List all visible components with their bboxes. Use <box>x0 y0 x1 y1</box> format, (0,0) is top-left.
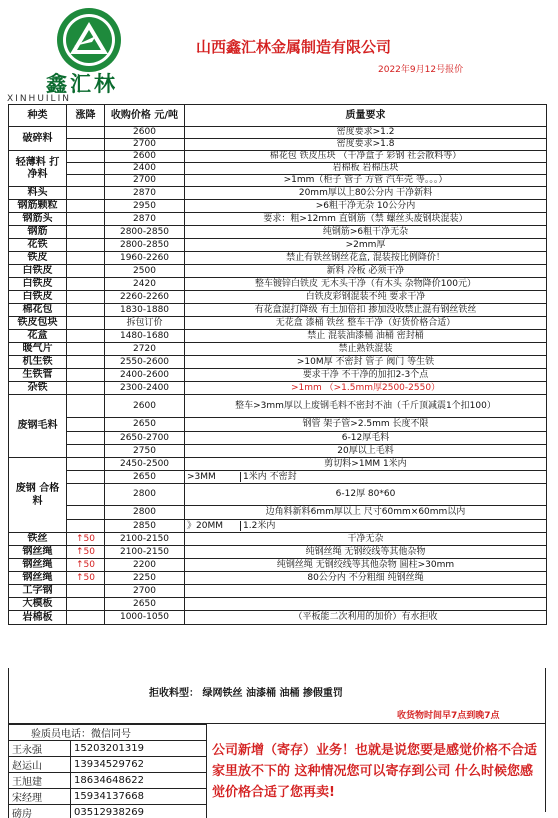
table-row <box>9 559 547 572</box>
contact-phone[interactable]: 15203201319 <box>71 741 207 757</box>
price-cell: 2750 <box>105 445 185 458</box>
requirement-cell: 棉花包 铁皮压块 （干净盒子 彩钢 社会散料等） <box>185 151 547 163</box>
table-row <box>9 533 547 546</box>
contact-title: 验质员电话：微信同号 <box>9 725 207 741</box>
price-cell: 1830-1880 <box>105 304 185 317</box>
contact-name: 宋经理 <box>9 789 71 805</box>
requirement-cell: （平板能二次利用的加价）有水拒收 <box>185 611 547 625</box>
requirement-cell: 6-12厚 80*60 <box>185 484 547 506</box>
quote-date: 2022年9月12号报价 <box>378 65 464 75</box>
requirement-part: 》20MM <box>185 521 241 532</box>
rise-badge: ↑50 <box>67 559 105 572</box>
price-cell: 2250 <box>105 572 185 585</box>
receiving-hours: 收货物时间早7点到晚7点 <box>397 711 500 721</box>
price-cell: 2100-2150 <box>105 546 185 559</box>
price-cell: 2700 <box>105 585 185 598</box>
requirement-cell: 禁止有铁丝钢丝花盒, 混装按比例降价！ <box>185 252 547 265</box>
item-name: 棉花包 <box>9 304 67 317</box>
price-cell: 2400 <box>105 163 185 175</box>
requirement-cell: 20mm厚以上80公分内 干净新料 <box>185 187 547 200</box>
requirement-cell: 有花盒混打降级 有土加倍扣 掺加没收禁止混有钢丝铁丝 <box>185 304 547 317</box>
requirement-cell: 要求：粗>12mm 直钢筋（禁 螺丝头废钢块混装） <box>185 213 547 226</box>
requirement-part: >3MM <box>185 472 241 483</box>
requirement-cell <box>185 598 547 611</box>
requirement-part: 1.2米内 <box>243 520 276 531</box>
item-name: 白铁皮 <box>9 278 67 291</box>
requirement-cell: 钢管 架子管>2.5mm 长度不限 <box>185 418 547 432</box>
requirement-cell: 剪切料>1MM 1米内 <box>185 458 547 471</box>
rise-badge: ↑50 <box>67 572 105 585</box>
item-name: 暖气片 <box>9 343 67 356</box>
price-cell: 2870 <box>105 213 185 226</box>
contact-row <box>9 805 207 818</box>
item-name: 工字钢 <box>9 585 67 598</box>
item-name: 钢丝绳 <box>9 546 67 559</box>
requirement-cell: 无花盒 漆桶 铁丝 整车干净（好货价格合适） <box>185 317 547 330</box>
requirement-cell <box>185 585 547 598</box>
requirement-cell: 20厚以上毛料 <box>185 445 547 458</box>
requirement-cell: >1mm（柜子 管子 方管 汽车壳 等。。。） <box>185 175 547 187</box>
price-cell: 2700 <box>105 139 185 151</box>
table-row <box>9 611 547 625</box>
item-name: 钢丝绳 <box>9 572 67 585</box>
price-cell: 2600 <box>105 395 185 418</box>
requirement-cell: 干净无杂 <box>185 533 547 546</box>
requirement-cell: 要求干净 不干净的加扣2-3个点 <box>185 369 547 382</box>
requirement-cell: >1mm （>1.5mm厚2500-2550） <box>185 382 547 395</box>
table-row <box>9 200 547 213</box>
item-name: 铁丝 <box>9 533 67 546</box>
price-cell: 2500 <box>105 265 185 278</box>
contact-name: 王永强 <box>9 741 71 757</box>
price-cell: 2700 <box>105 175 185 187</box>
contact-phone[interactable]: 13934529762 <box>71 757 207 773</box>
contact-header <box>9 725 207 741</box>
price-cell: 2850 <box>105 520 185 533</box>
table-row <box>9 278 547 291</box>
company-logo <box>44 6 134 74</box>
requirement-cell: 密度要求>1.2 <box>185 127 547 139</box>
requirement-cell: 纯钢丝绳 无钢绞线等其他杂物 <box>185 546 547 559</box>
company-name: 山西鑫汇林金属制造有限公司 <box>196 38 392 56</box>
requirement-cell: 岩棉板 岩棉压块 <box>185 163 547 175</box>
requirement-cell: >10M厚 不密封 管子 阀门 等生铁 <box>185 356 547 369</box>
requirement-cell <box>185 520 547 533</box>
item-name: 钢筋颗粒 <box>9 200 67 213</box>
table-row <box>9 265 547 278</box>
price-cell: 2420 <box>105 278 185 291</box>
item-name: 钢丝绳 <box>9 559 67 572</box>
requirement-cell: 80公分内 不分粗细 纯钢丝绳 <box>185 572 547 585</box>
table-row <box>9 175 547 187</box>
item-name: 花铁 <box>9 239 67 252</box>
price-cell: 2720 <box>105 343 185 356</box>
price-cell: 2600 <box>105 151 185 163</box>
table-row <box>9 458 547 471</box>
table-row <box>9 471 547 484</box>
table-header <box>9 105 547 127</box>
table-row <box>9 395 547 418</box>
price-cell: 1480-1680 <box>105 330 185 343</box>
requirement-cell: 纯钢丝绳 无钢绞线等其他杂物 圆柱>30mm <box>185 559 547 572</box>
price-cell: 2260-2260 <box>105 291 185 304</box>
table-row <box>9 330 547 343</box>
table-row <box>9 506 547 520</box>
contact-name: 王旭建 <box>9 773 71 789</box>
requirement-split <box>185 472 546 483</box>
requirement-cell: 密度要求>1.8 <box>185 139 547 151</box>
requirement-cell: 禁止熟铁混装 <box>185 343 547 356</box>
requirement-cell: 白铁皮彩钢混装不纯 要求干净 <box>185 291 547 304</box>
item-name: 白铁皮 <box>9 291 67 304</box>
contact-table <box>8 724 207 818</box>
table-row <box>9 356 547 369</box>
storage-notice: 公司新增（寄存）业务！也就是说您要是感觉价格不合适家里放不下的 这种情况您可以寄存到公司 什么时候您感觉价格合适了您再卖! <box>212 743 538 800</box>
table-row <box>9 445 547 458</box>
brand-pinyin: XINHUILIN <box>7 94 71 104</box>
requirement-split <box>185 521 546 532</box>
price-cell: 2800 <box>105 484 185 506</box>
item-name: 花盒 <box>9 330 67 343</box>
table-row <box>9 151 547 163</box>
item-name: 铁皮 <box>9 252 67 265</box>
item-name: 白铁皮 <box>9 265 67 278</box>
table-row <box>9 572 547 585</box>
price-cell: 2950 <box>105 200 185 213</box>
price-cell: 2650 <box>105 418 185 432</box>
item-name: 铁皮包块 <box>9 317 67 330</box>
item-name: 大模板 <box>9 598 67 611</box>
requirement-cell: 整车>3mm厚以上废钢毛料不密封不油（千斤顶减震1个扣100） <box>185 395 547 418</box>
price-cell: 2650-2700 <box>105 432 185 445</box>
table-row <box>9 418 547 432</box>
group-name: 废钢毛料 <box>9 395 67 458</box>
table-row <box>9 291 547 304</box>
table-row <box>9 585 547 598</box>
header-rise: 涨降 <box>67 105 105 127</box>
table-row <box>9 139 547 151</box>
table-row <box>9 598 547 611</box>
price-cell: 1000-1050 <box>105 611 185 625</box>
contact-phone[interactable]: 18634648622 <box>71 773 207 789</box>
price-cell: 2650 <box>105 471 185 484</box>
price-cell: 2600 <box>105 127 185 139</box>
contact-name: 磅房 <box>9 805 71 818</box>
price-table <box>8 104 547 625</box>
requirement-cell: 6-12厚毛料 <box>185 432 547 445</box>
requirement-cell: 新料 冷板 必须干净 <box>185 265 547 278</box>
rejected-materials: 拒收料型： 绿网铁丝 油漆桶 油桶 掺假重罚 <box>149 688 343 699</box>
header-kind: 种类 <box>9 105 67 127</box>
requirement-cell: >6粗干净无杂 10公分内 <box>185 200 547 213</box>
contact-row <box>9 773 207 789</box>
contact-row <box>9 741 207 757</box>
group-name: 破碎料 <box>9 127 67 151</box>
item-name: 生铁管 <box>9 369 67 382</box>
requirement-cell <box>185 471 547 484</box>
table-row <box>9 213 547 226</box>
requirement-cell: 整车镀锌白铁皮 无木头干净（有木头 杂物降价100元） <box>185 278 547 291</box>
table-row <box>9 127 547 139</box>
requirement-cell: >2mm厚 <box>185 239 547 252</box>
price-cell: 2800-2850 <box>105 226 185 239</box>
price-cell: 2100-2150 <box>105 533 185 546</box>
table-row <box>9 432 547 445</box>
contact-row <box>9 789 207 805</box>
price-cell: 2870 <box>105 187 185 200</box>
price-cell: 拆包订价 <box>105 317 185 330</box>
table-row <box>9 369 547 382</box>
price-cell: 2300-2400 <box>105 382 185 395</box>
contact-name: 赵运山 <box>9 757 71 773</box>
table-row <box>9 239 547 252</box>
item-name: 钢筋头 <box>9 213 67 226</box>
item-name: 机生铁 <box>9 356 67 369</box>
price-cell: 2550-2600 <box>105 356 185 369</box>
table-row <box>9 226 547 239</box>
table-row <box>9 317 547 330</box>
item-name: 钢筋 <box>9 226 67 239</box>
price-cell: 1960-2260 <box>105 252 185 265</box>
group-name: 轻薄料 打净料 <box>9 151 67 187</box>
table-row <box>9 163 547 175</box>
price-cell: 2800 <box>105 506 185 520</box>
item-name: 岩棉板 <box>9 611 67 625</box>
table-row <box>9 343 547 356</box>
rise-badge: ↑50 <box>67 533 105 546</box>
price-cell: 2400-2600 <box>105 369 185 382</box>
price-cell: 2800-2850 <box>105 239 185 252</box>
contact-row <box>9 757 207 773</box>
table-row <box>9 382 547 395</box>
divider <box>545 724 546 812</box>
price-cell: 2650 <box>105 598 185 611</box>
rise-badge: ↑50 <box>67 546 105 559</box>
item-name: 料头 <box>9 187 67 200</box>
table-row <box>9 520 547 533</box>
requirement-part: 1米内 不密封 <box>243 471 297 482</box>
item-name: 杂铁 <box>9 382 67 395</box>
header-price: 收购价格 元/吨 <box>105 105 185 127</box>
requirement-cell: 禁止 混装油漆桶 油桶 密封桶 <box>185 330 547 343</box>
contact-phone[interactable]: 03512938269 <box>71 805 207 818</box>
table-row <box>9 252 547 265</box>
table-row <box>9 304 547 317</box>
reject-section <box>8 668 546 724</box>
requirement-cell: 纯钢筋>6粗干净无杂 <box>185 226 547 239</box>
table-row <box>9 546 547 559</box>
table-row <box>9 484 547 506</box>
requirement-cell: 边角料新料6mm厚以上 尺寸60mm×60mm以内 <box>185 506 547 520</box>
price-cell: 2450-2500 <box>105 458 185 471</box>
price-cell: 2200 <box>105 559 185 572</box>
table-row <box>9 187 547 200</box>
contact-phone[interactable]: 15934137668 <box>71 789 207 805</box>
brand-name: 鑫汇林 <box>46 71 118 96</box>
header-requirement: 质量要求 <box>185 105 547 127</box>
group-name: 废钢 合格料 <box>9 458 67 533</box>
